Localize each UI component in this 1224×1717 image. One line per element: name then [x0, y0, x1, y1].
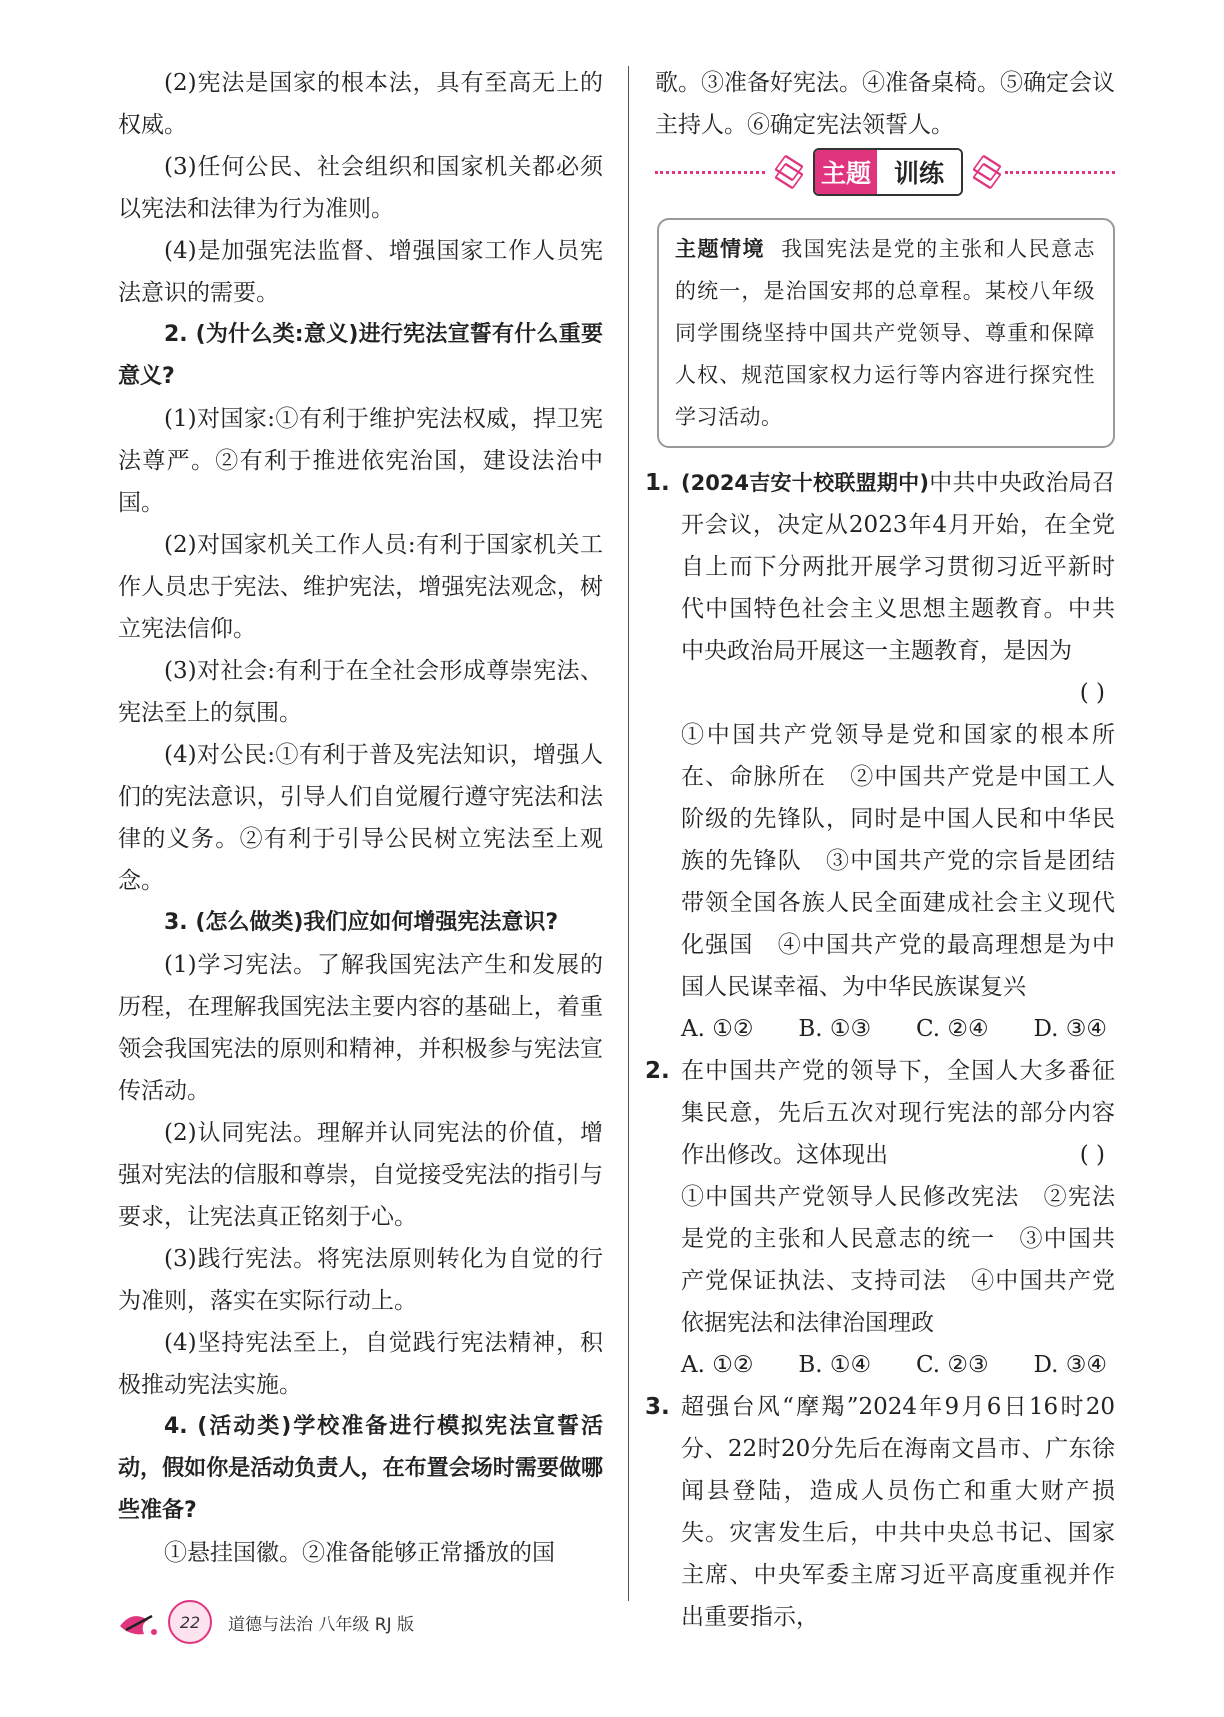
- paragraph: (4)坚持宪法至上，自觉践行宪法精神，积极推动宪法实施。: [118, 1330, 603, 1398]
- option-b: B. ①③: [798, 1016, 872, 1042]
- banner-part1: 主题: [815, 150, 877, 194]
- question-number: 3.: [645, 1394, 670, 1420]
- paragraph: 2. (为什么类:意义)进行宪法宣誓有什么重要意义?: [118, 322, 603, 389]
- question-stem: 超强台风“摩羯”2024年9月6日16时20分、22时20分先后在海南文昌市、广东徐闻县登陆，造成人员伤亡和重大财产损失。灾害发生后，中共中央总书记、国家主席、中央军委主席习近平高度重视并作出重要指示，: [681, 1394, 1115, 1630]
- paragraph: (3)对社会:有利于在全社会形成尊崇宪法、宪法至上的氛围。: [118, 658, 603, 726]
- question-statements: ①中国共产党领导人民修改宪法 ②宪法是党的主张和人民意志的统一 ③中国共产党保证执法、支持司法 ④中国共产党依据宪法和法律治国理政: [681, 1184, 1115, 1336]
- book-title: 道德与法治 八年级 RJ 版: [228, 1615, 415, 1635]
- question-statements: ①中国共产党领导是党和国家的根本所在、命脉所在 ②中国共产党是中国工人阶级的先锋队，同时是中国人民和中华民族的先锋队 ③中国共产党的宗旨是团结带领全国各族人民全面建成社会主义现代化强国 ④中国共产党的最高理想是为中国人民谋幸福、为中华民族谋复兴: [681, 722, 1115, 1000]
- option-d: D. ③④: [1033, 1016, 1107, 1042]
- question-source: (2024吉安十校联盟期中): [681, 471, 929, 495]
- paragraph: (2)宪法是国家的根本法，具有至高无上的权威。: [118, 70, 603, 138]
- answer-blank: ( ): [1079, 1142, 1105, 1168]
- theme-training-banner: [655, 146, 1115, 210]
- option-b: B. ①④: [798, 1352, 872, 1378]
- left-column: [118, 62, 603, 1574]
- paragraph: (1)对国家:①有利于维护宪法权威，捍卫宪法尊严。②有利于推进依宪治国，建设法治中国。: [118, 406, 603, 516]
- publisher-logo-icon: [118, 1606, 174, 1640]
- paragraph: (4)是加强宪法监督、增强国家工作人员宪法意识的需要。: [118, 238, 603, 306]
- question-2: [645, 1050, 1115, 1386]
- paragraph: ①悬挂国徽。②准备能够正常播放的国: [164, 1540, 555, 1566]
- paragraph: 3. (怎么做类)我们应如何增强宪法意识?: [164, 910, 559, 935]
- continuation-text: 歌。③准备好宪法。④准备桌椅。⑤确定会议主持人。⑥确定宪法领誓人。: [655, 70, 1115, 138]
- answer-blank: ( ): [1079, 680, 1105, 706]
- paragraph: (3)践行宪法。将宪法原则转化为自觉的行为准则，落实在实际行动上。: [118, 1246, 603, 1314]
- banner-part2: 训练: [877, 150, 961, 194]
- option-c: C. ②④: [916, 1016, 989, 1042]
- dotted-line-right: [1005, 171, 1115, 174]
- situation-label: 主题情境: [675, 237, 765, 261]
- paragraph: (2)对国家机关工作人员:有利于国家机关工作人员忠于宪法、维护宪法，增强宪法观念，树立宪法信仰。: [118, 532, 603, 642]
- paragraph: 4. (活动类)学校准备进行模拟宪法宣誓活动，假如你是活动负责人，在布置会场时需要做哪些准备?: [118, 1414, 603, 1523]
- question-stem: 在中国共产党的领导下，全国人大多番征集民意，先后五次对现行宪法的部分内容作出修改。这体现出: [681, 1058, 1115, 1168]
- page-number: 22: [168, 1600, 212, 1644]
- answer-options: [681, 1008, 1115, 1050]
- question-stem: 中共中央政治局召开会议，决定从2023年4月开始，在全党自上而下分两批开展学习贯彻习近平新时代中国特色社会主义思想主题教育。中共中央政治局开展这一主题教育，是因为: [681, 470, 1115, 664]
- paragraph: (3)任何公民、社会组织和国家机关都必须以宪法和法律为行为准则。: [118, 154, 603, 222]
- option-a: A. ①②: [681, 1016, 754, 1042]
- answer-options: [681, 1344, 1115, 1386]
- question-3: [645, 1386, 1115, 1638]
- theme-situation-box: [657, 218, 1115, 448]
- question-number: 2.: [645, 1058, 670, 1084]
- question-number: 1.: [645, 470, 670, 496]
- column-divider: [628, 66, 629, 1601]
- paragraph: (4)对公民:①有利于普及宪法知识，增强人们的宪法意识，引导人们自觉履行遵守宪法和法律的义务。②有利于引导公民树立宪法至上观念。: [118, 742, 603, 894]
- situation-text: 我国宪法是党的主张和人民意志的统一，是治国安邦的总章程。某校八年级同学围绕坚持中国共产党领导、尊重和保障人权、规范国家权力运行等内容进行探究性学习活动。: [675, 237, 1096, 429]
- option-a: A. ①②: [681, 1352, 754, 1378]
- paragraph: (1)学习宪法。了解我国宪法产生和发展的历程，在理解我国宪法主要内容的基础上，着重领会我国宪法的原则和精神，并积极参与宪法宣传活动。: [118, 952, 603, 1104]
- option-d: D. ③④: [1033, 1352, 1107, 1378]
- banner-title: [813, 148, 963, 196]
- page-footer: [118, 1600, 518, 1650]
- paragraph: (2)认同宪法。理解并认同宪法的价值，增强对宪法的信服和尊崇，自觉接受宪法的指引与要求，让宪法真正铭刻于心。: [118, 1120, 603, 1230]
- layers-icon: [773, 156, 803, 186]
- right-column: [645, 62, 1115, 1638]
- dotted-line-left: [655, 171, 765, 174]
- option-c: C. ②③: [916, 1352, 989, 1378]
- question-1: [645, 462, 1115, 1050]
- layers-icon: [971, 156, 1001, 186]
